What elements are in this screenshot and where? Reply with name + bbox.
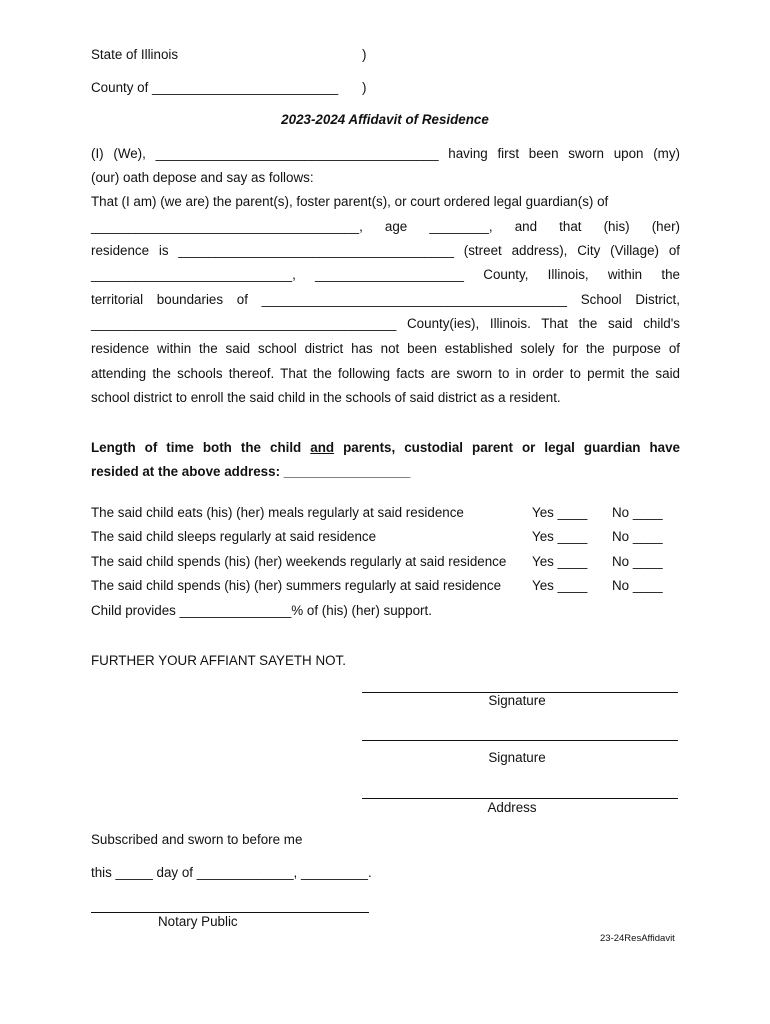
question-no: No ____ [612, 578, 663, 593]
question-no: No ____ [612, 554, 663, 569]
subscribed-line: Subscribed and sworn to before me [91, 832, 303, 847]
county-paren: ) [362, 80, 367, 95]
length-line-2-text: resided at the above address: _________________ [91, 464, 411, 479]
further-statement: FURTHER YOUR AFFIANT SAYETH NOT. [91, 653, 346, 668]
notary-label: Notary Public [158, 914, 238, 929]
body-line: residence is _____________________________________ (street address), City (Village) of [91, 243, 680, 258]
body-line: territorial boundaries of _________________________________________ School District, [91, 292, 680, 307]
document-title: 2023-2024 Affidavit of Residence [281, 112, 489, 127]
question-text: The said child spends (his) (her) weekends regularly at said residence [91, 554, 507, 569]
county-line: County of _________________________ [91, 80, 339, 95]
body-line: school district to enroll the said child in the schools of said district as a resident. [91, 390, 561, 405]
signature-label-2: Signature [488, 750, 546, 765]
question-text: The said child spends (his) (her) summers regularly at said residence [91, 578, 502, 593]
body-line: ___________________________, ____________________ County, Illinois, within the [91, 267, 680, 282]
length-text-before: Length of time both the child [91, 440, 311, 455]
signature-rule-2 [362, 740, 678, 741]
question-yes: Yes ____ [532, 554, 588, 569]
question-text: The said child sleeps regularly at said residence [91, 529, 377, 544]
state-paren: ) [362, 47, 367, 62]
question-yes: Yes ____ [532, 578, 588, 593]
question-text: The said child eats (his) (her) meals regularly at said residence [91, 505, 464, 520]
notary-rule [91, 912, 369, 913]
state-line: State of Illinois [91, 47, 179, 62]
footer-code: 23-24ResAffidavit [600, 933, 675, 944]
length-text-after: parents, custodial parent or legal guardian have [334, 440, 680, 455]
question-no: No ____ [612, 505, 663, 520]
body-line: (I) (We), ______________________________________ having first been sworn upon (my) [91, 146, 680, 161]
question-no: No ____ [612, 529, 663, 544]
support-line: Child provides _______________% of (his) (her) support. [91, 603, 432, 618]
body-line: residence within the said school district has not been established solely for the purpose of [91, 341, 680, 356]
address-rule [362, 798, 678, 799]
body-line: ____________________________________, age ________, and that (his) (her) [91, 219, 680, 234]
signature-label-1: Signature [488, 693, 546, 708]
body-line: That (I am) (we are) the parent(s), foster parent(s), or court ordered legal guardian(s) of [91, 194, 609, 209]
body-line: (our) oath depose and say as follows: [91, 170, 314, 185]
address-label: Address [487, 800, 537, 815]
length-line-1 [91, 440, 680, 456]
length-and: and [310, 440, 335, 455]
question-yes: Yes ____ [532, 505, 588, 520]
question-yes: Yes ____ [532, 529, 588, 544]
body-line: _________________________________________ County(ies), Illinois. That the said child's [91, 316, 680, 331]
day-line: this _____ day of _____________, _________. [91, 865, 372, 880]
body-line: attending the schools thereof. That the following facts are sworn to in order to permit the said [91, 366, 680, 381]
